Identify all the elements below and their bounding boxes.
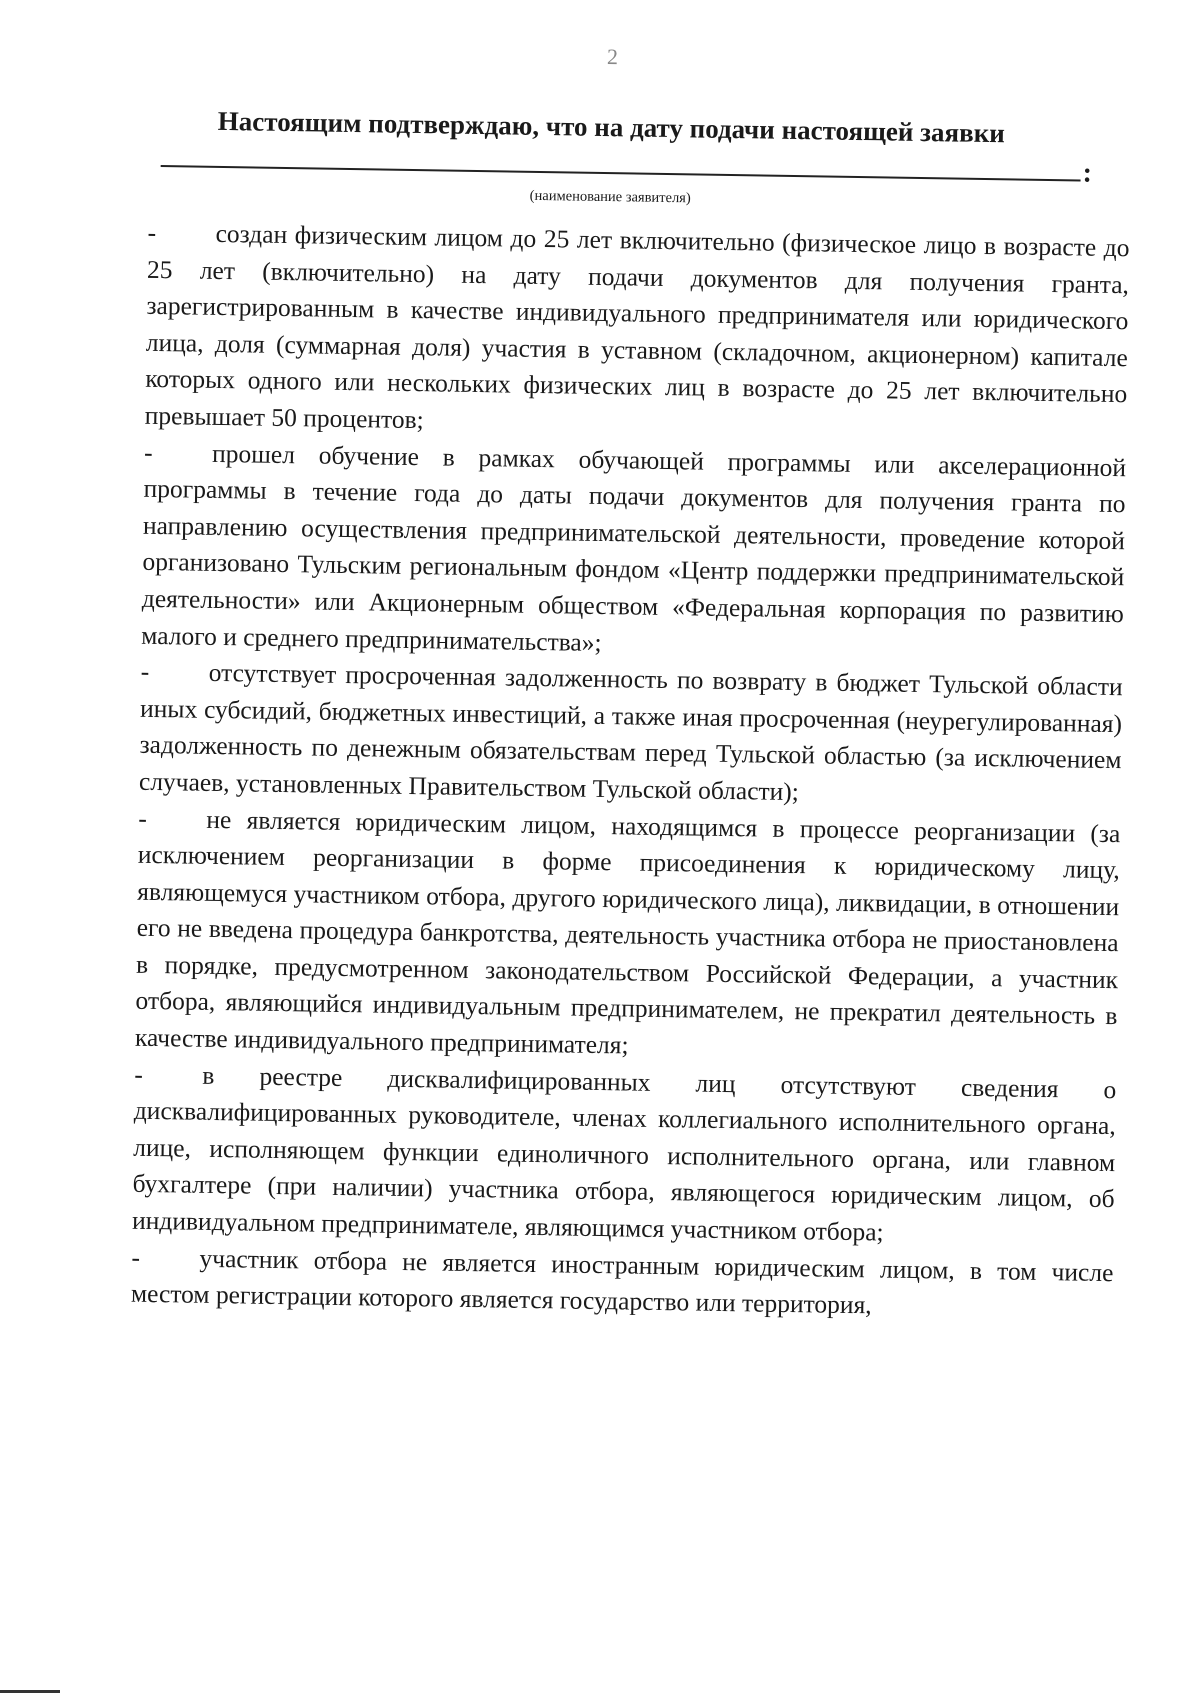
condition-item bbox=[132, 1056, 1117, 1254]
bullet-dash: - bbox=[138, 803, 148, 833]
condition-text: не является юридическим лицом, находящимся в процессе реорганизации (за исключением реорганизации в форме присоединения к юридическому лицу, являющемуся участником отбора, другого юридического лица), ликвидации, в отношении его не введена процедура банкротства, деятельность участника отбора не приостановлена в порядке, предусмотренном законодательством Российской Федерации, а участник отбора, являющийся индивидуальным предпринимателем, не прекратил деятельность в качестве индивидуального предпринимателя; bbox=[134, 804, 1121, 1060]
page-number: 2 bbox=[606, 44, 619, 70]
condition-item bbox=[139, 654, 1123, 816]
conditions-list bbox=[131, 215, 1130, 1328]
bullet-dash: - bbox=[131, 1242, 141, 1272]
condition-item bbox=[135, 800, 1121, 1072]
condition-item bbox=[131, 1239, 1114, 1328]
bullet-dash: - bbox=[134, 1059, 144, 1089]
bullet-dash: - bbox=[140, 656, 150, 687]
bullet-dash: - bbox=[147, 217, 157, 247]
page-heading: Настоящим подтверждаю, что на дату подачи настоящей заявки bbox=[217, 105, 1006, 149]
condition-text: участник отбора не является иностранным юридическим лицом, в том числе местом регистрации которого является государство или территория, bbox=[130, 1243, 1114, 1320]
condition-text: прошел обучение в рамках обучающей программы или акселерационной программы в течение года до даты подачи документов для получения гранта по направлению осуществления предпринимательской деятельности, проведение которой организовано Тульским региональным фондом «Центр поддержки предпринимательской деятельности» или Акционерным обществом «Федеральная корпорация по развитию малого и среднего предпринимательства»; bbox=[141, 438, 1127, 657]
condition-text: создан физическим лицом до 25 лет включительно (физическое лицо в возрасте до 25 лет (включительно) на дату подачи документов для получения гранта, зарегистрированным в качестве индивидуального предпринимателя или юридического лица, доля (суммарная доля) участия в уставном (складочном, акционерном) капитале которых одного или нескольких физических лиц в возрасте до 25 лет включительно превышает 50 процентов; bbox=[144, 218, 1130, 435]
condition-item bbox=[141, 434, 1126, 669]
bullet-dash: - bbox=[143, 437, 153, 467]
applicant-line-colon: : bbox=[1082, 157, 1093, 189]
applicant-caption: (наименование заявителя) bbox=[529, 187, 691, 207]
condition-text: отсутствует просроченная задолженность по возврату в бюджет Тульской области иных субсидий, бюджетных инвестиций, а также иная просроченная (неурегулированная) задолженность по денежным обязательствам перед Тульской областью (за исключением случаев, установленных Правительством Тульской области); bbox=[138, 657, 1123, 807]
condition-item bbox=[144, 215, 1129, 450]
scan-edge-mark bbox=[0, 1690, 60, 1693]
condition-text: в реестре дисквалифицированных лиц отсутствуют сведения о дисквалифицированных руководителе, членах коллегиального исполнительного органа, лице, исполняющем функции единоличного исполнительного органа, или главном бухгалтере (при наличии) участника отбора, являющегося юридическим лицом, об индивидуальном предпринимателе, являющимся участником отбора; bbox=[131, 1060, 1117, 1247]
applicant-name-line bbox=[161, 165, 1081, 181]
